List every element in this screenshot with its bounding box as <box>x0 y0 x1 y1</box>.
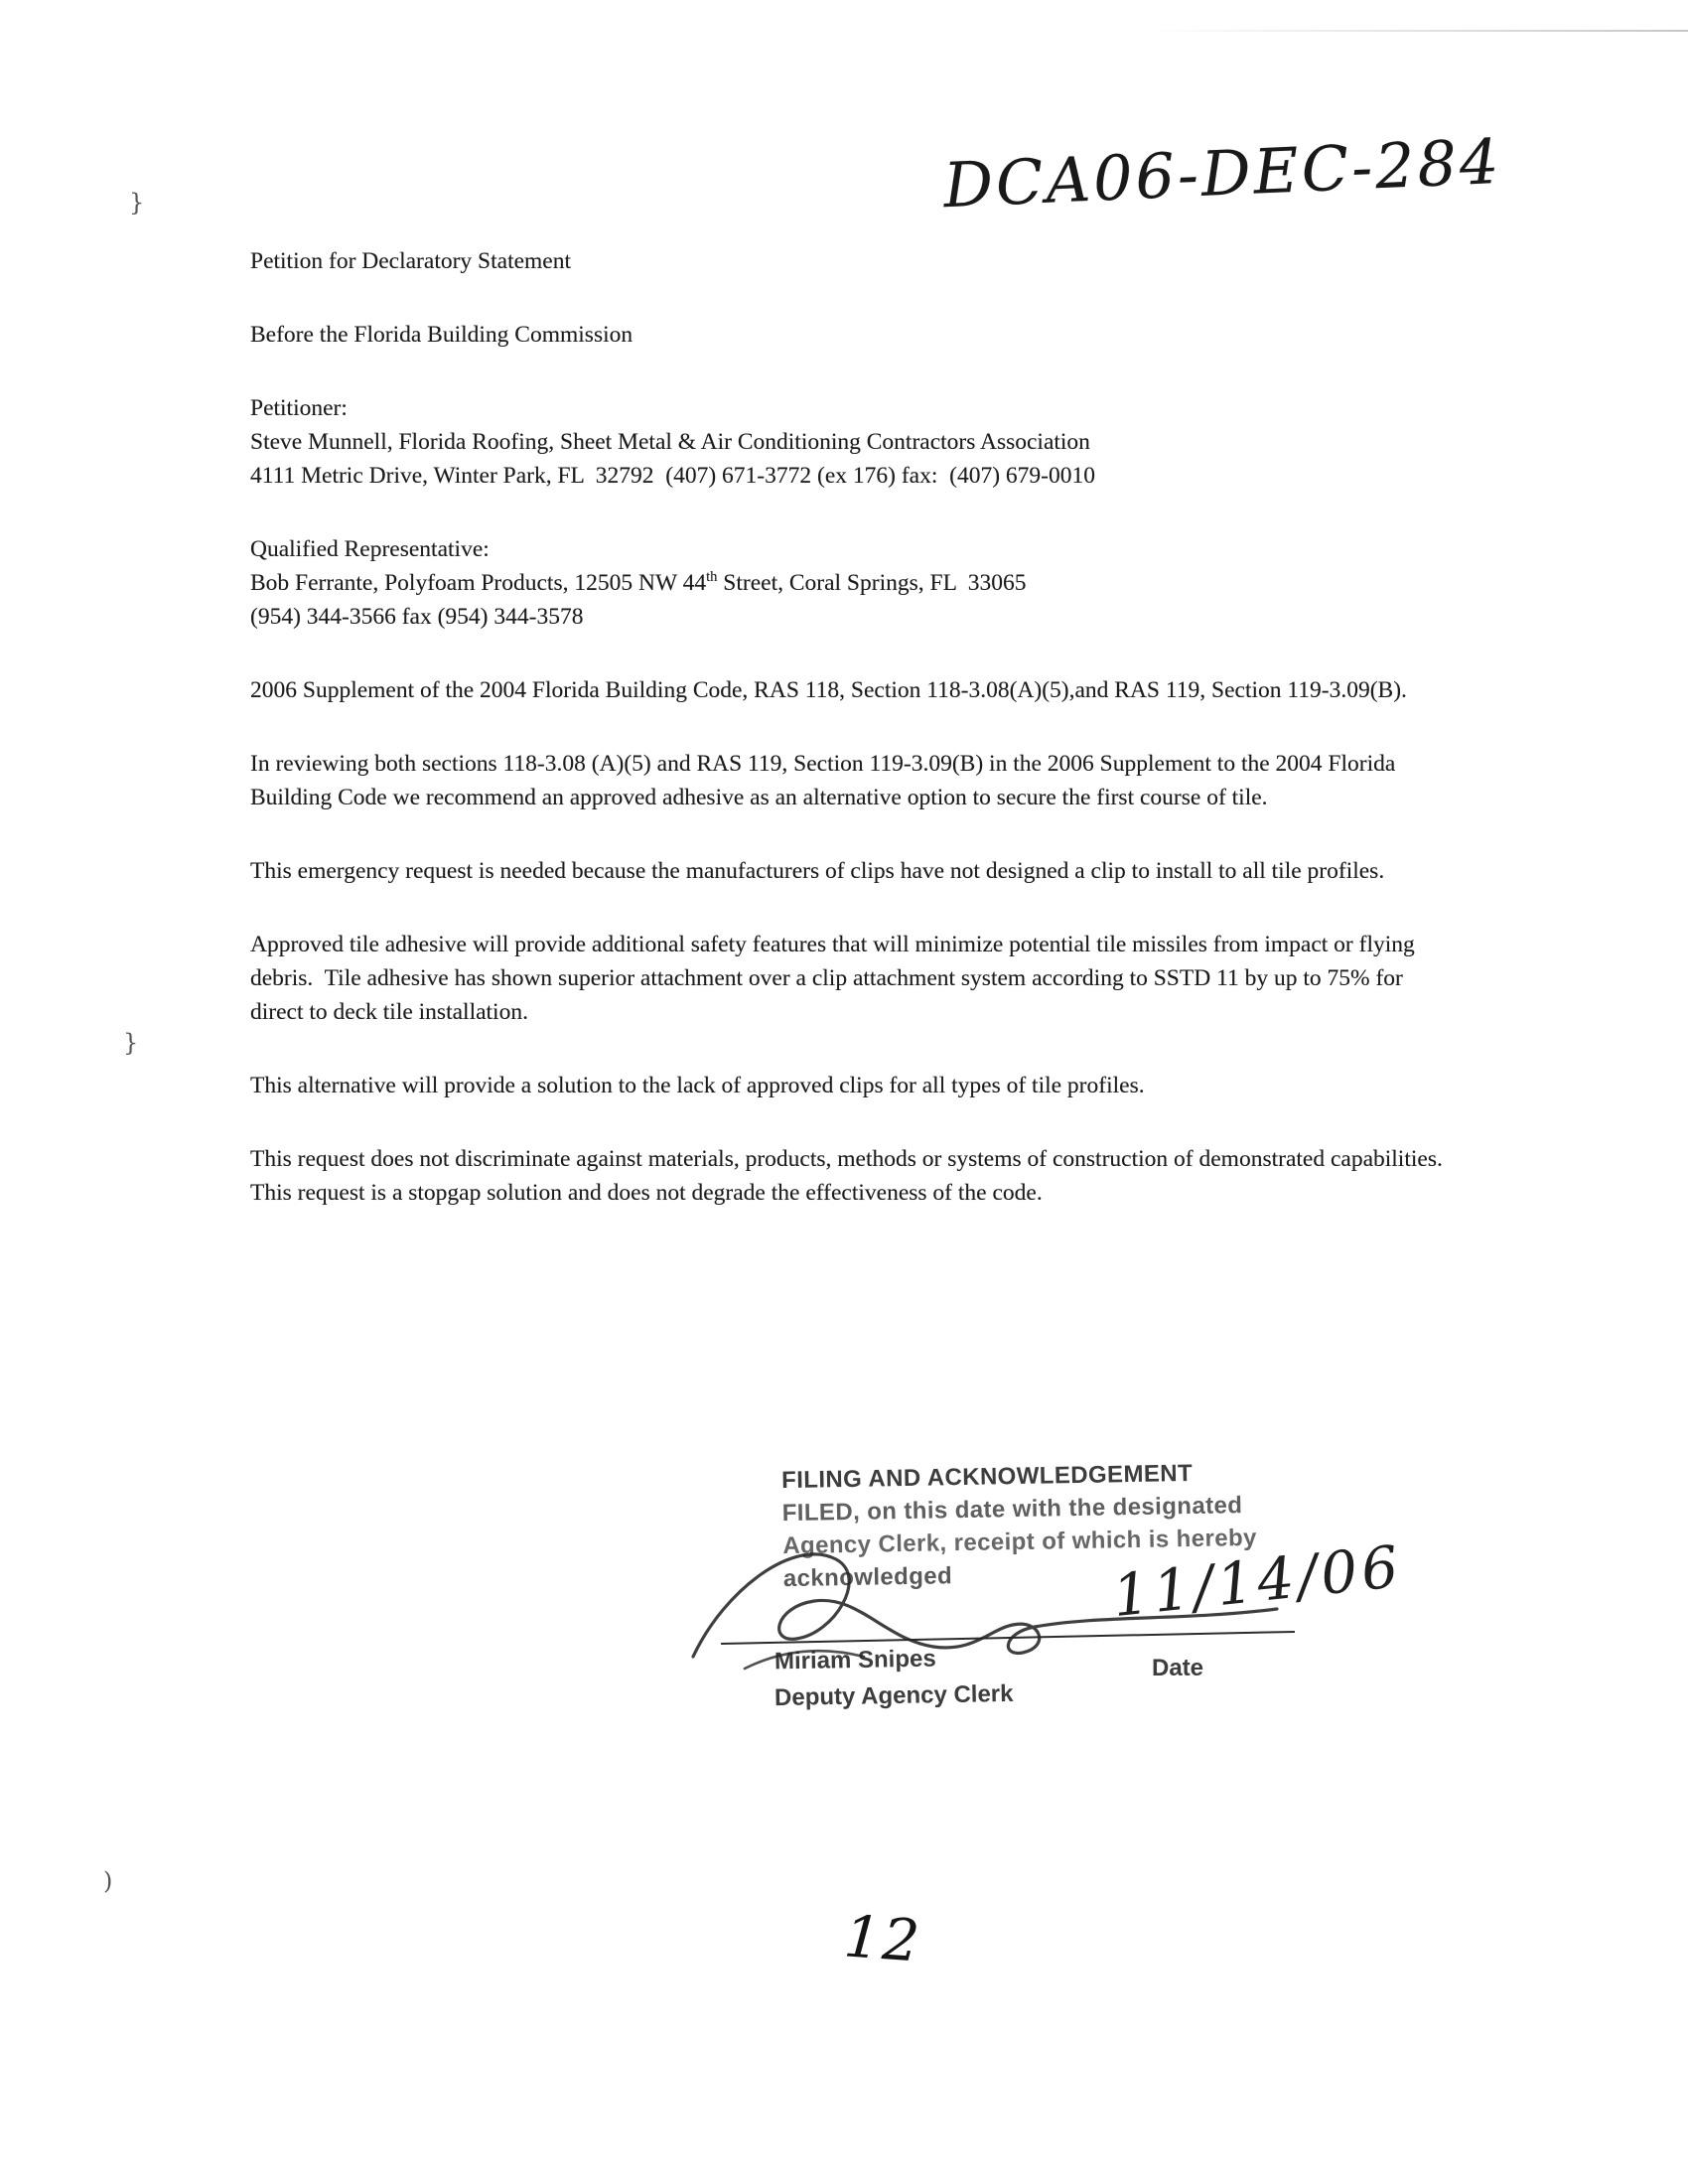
stamp-line: FILING AND ACKNOWLEDGEMENT <box>780 1459 1194 1495</box>
body-paragraph: In reviewing both sections 118-3.08 (A)(5) and RAS 119, Section 119-3.09(B) in the 2006 Supplement to the 2004 Florida Building Code we recommend an approved adhesive as an alternative option to secure the first course of tile. <box>250 751 1402 810</box>
representative-label: Qualified Representative: <box>250 536 490 562</box>
petitioner-address-line: 4111 Metric Drive, Winter Park, FL 32792 (407) 671-3772 (ex 176) fax: (407) 679-0010 <box>250 463 1095 489</box>
body-paragraph: This request does not discriminate against materials, products, methods or systems of construction of demonstrated capabilities. This request is a stopgap solution and does not degrade the effectiveness of the code. <box>250 1146 1455 1206</box>
clerk-title: Deputy Agency Clerk <box>774 1679 1014 1712</box>
document-title: Petition for Declaratory Statement <box>250 248 572 274</box>
body-paragraph: This alternative will provide a solution to the lack of approved clips for all types of tile profiles. <box>250 1073 1145 1098</box>
petitioner-label: Petitioner: <box>250 395 348 421</box>
scan-artifact-mark: ) <box>103 1867 113 1895</box>
stamp-line: Agency Clerk, receipt of which is hereby <box>782 1524 1257 1560</box>
document-body <box>250 244 1455 1210</box>
case-number-handwritten: DCA06-DEC-284 <box>941 124 1503 222</box>
scan-artifact-line <box>1142 30 1688 32</box>
scan-artifact-mark: } <box>123 1029 139 1057</box>
petitioner-section <box>250 391 1447 493</box>
document-subtitle: Before the Florida Building Commission <box>250 322 633 348</box>
body-paragraph: 2006 Supplement of the 2004 Florida Building Code, RAS 118, Section 118-3.08(A)(5),and RAS 119, Section 119-3.09(B). <box>250 677 1407 703</box>
page-number-handwritten: 12 <box>841 1902 924 1975</box>
petitioner-name-line: Steve Munnell, Florida Roofing, Sheet Metal & Air Conditioning Contractors Association <box>250 429 1090 455</box>
scan-artifact-mark: } <box>129 189 145 217</box>
ordinal-superscript: th <box>706 569 718 586</box>
representative-phone-line: (954) 344-3566 fax (954) 344-3578 <box>250 604 584 630</box>
stamp-line: FILED, on this date with the designated <box>781 1492 1243 1528</box>
representative-info-line: Bob Ferrante, Polyfoam Products, 12505 NW 44th Street, Coral Springs, FL 33065 <box>250 569 1027 596</box>
clerk-name: Miriam Snipes <box>774 1645 936 1675</box>
body-paragraph: This emergency request is needed because the manufacturers of clips have not designed a clip to install to all tile profiles. <box>250 858 1385 884</box>
date-label: Date <box>1152 1655 1204 1681</box>
body-paragraph: Approved tile adhesive will provide additional safety features that will minimize potential tile missiles from impact or flying debris. Tile adhesive has shown superior attachment over a clip attachment system according to SSTD 11 by up to 75% for direct to deck tile installation. <box>250 932 1421 1025</box>
date-handwritten: 11/14/06 <box>1109 1531 1406 1631</box>
representative-section <box>250 532 1447 634</box>
stamp-line: acknowledged <box>782 1562 953 1593</box>
